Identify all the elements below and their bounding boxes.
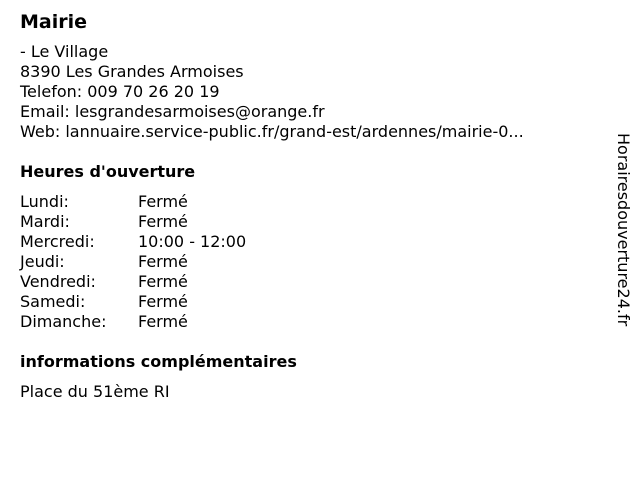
day-label: Lundi:: [20, 192, 69, 211]
address-city: 8390 Les Grandes Armoises: [20, 62, 244, 81]
hours-row: [20, 252, 600, 272]
day-label: Dimanche:: [20, 312, 107, 331]
day-hours: Fermé: [138, 312, 188, 331]
hours-row: [20, 232, 600, 252]
hours-row: [20, 212, 600, 232]
day-label: Jeudi:: [20, 252, 65, 271]
additional-info-text: Place du 51ème RI: [20, 382, 170, 401]
hours-row: [20, 312, 600, 332]
day-label: Vendredi:: [20, 272, 96, 291]
day-hours: Fermé: [138, 212, 188, 231]
hours-row: [20, 272, 600, 292]
day-label: Mardi:: [20, 212, 70, 231]
page-title: Mairie: [20, 11, 88, 33]
hours-row: [20, 192, 600, 212]
watermark-text: Horairesdouverture24.fr: [614, 133, 633, 327]
phone-number: Telefon: 009 70 26 20 19: [20, 82, 220, 101]
business-card: [20, 10, 600, 402]
address-street: - Le Village: [20, 42, 109, 61]
opening-hours-list: [20, 192, 600, 332]
day-label: Mercredi:: [20, 232, 95, 251]
website-link[interactable]: Web: lannuaire.service-public.fr/grand-est/ardennes/mairie-0...: [20, 122, 524, 141]
day-hours: 10:00 - 12:00: [138, 232, 247, 251]
day-hours: Fermé: [138, 292, 188, 311]
email-address: Email: lesgrandesarmoises@orange.fr: [20, 102, 325, 121]
day-hours: Fermé: [138, 192, 188, 211]
day-hours: Fermé: [138, 272, 188, 291]
hours-row: [20, 292, 600, 312]
day-label: Samedi:: [20, 292, 86, 311]
opening-hours-title: Heures d'ouverture: [20, 162, 196, 181]
day-hours: Fermé: [138, 252, 188, 271]
additional-info-title: informations complémentaires: [20, 352, 297, 371]
